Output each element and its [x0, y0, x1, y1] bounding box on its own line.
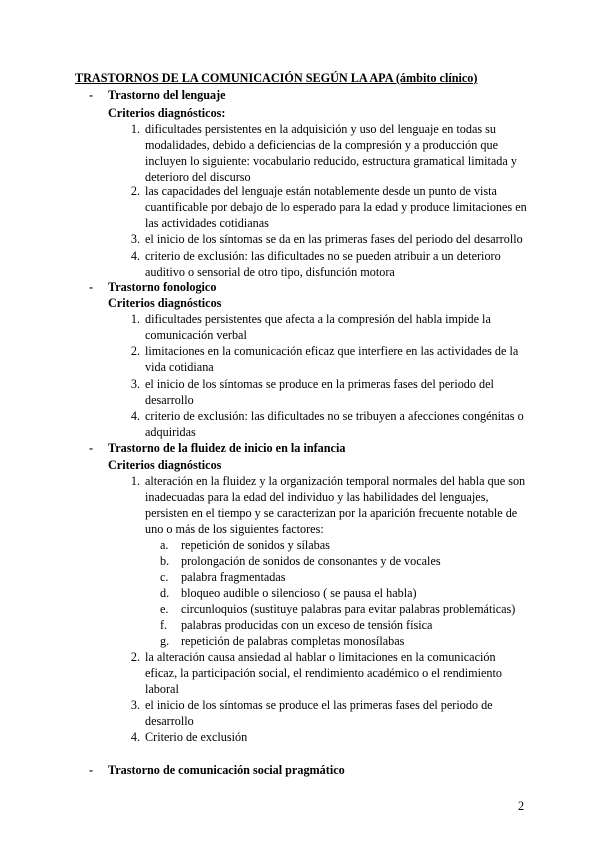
item-text: criterio de exclusión: las dificultades no se pueden atribuir a un deterioro auditivo o sensorial de otro tipo, disfunción motora [145, 249, 501, 279]
bullet-dash: - [89, 280, 94, 294]
sub-item-text: bloqueo audible o silencioso ( se pausa el habla) [181, 586, 417, 600]
sub-item-text: palabras producidas con un exceso de tensión física [181, 618, 433, 632]
section-title: Trastorno de comunicación social pragmático [108, 763, 345, 777]
sub-item-text: repetición de sonidos y sílabas [181, 538, 330, 552]
sub-item-letter: f. [160, 618, 168, 632]
item-number: 4. [130, 409, 140, 423]
item-text: dificultades persistentes en la adquisición y uso del lenguaje en todas su modalidades, debido a deficiencias de la compresión y a producción que incluyen lo siguiente: vocabulario reducido, estructura gramatical limitada y deterioro del discurso [145, 122, 517, 184]
sub-item-letter: a. [160, 538, 169, 552]
item-text: el inicio de los síntomas se produce en la primeras fases del periodo del desarrollo [145, 377, 494, 407]
bullet-dash: - [89, 763, 94, 777]
bullet-dash: - [89, 441, 94, 455]
criteria-label: Criterios diagnósticos: [108, 106, 226, 120]
item-text: el inicio de los síntomas se da en las primeras fases del periodo del desarrollo [145, 232, 523, 246]
sub-item-text: palabra fragmentadas [181, 570, 286, 584]
section-title: Trastorno fonologico [108, 280, 217, 294]
item-number: 2. [130, 184, 140, 198]
item-text: dificultades persistentes que afecta a la compresión del habla impide la comunicación verbal [145, 312, 491, 342]
item-text: el inicio de los síntomas se produce el las primeras fases del periodo de desarrollo [145, 698, 493, 728]
item-text: la alteración causa ansiedad al hablar o limitaciones en la comunicación eficaz, la participación social, el rendimiento académico o el rendimiento laboral [145, 650, 503, 696]
sub-item-letter: d. [160, 586, 170, 600]
sub-item-letter: e. [160, 602, 169, 616]
item-text: las capacidades del lenguaje están notablemente desde un punto de vista cuantificable por debajo de lo esperado para la edad y produce limitaciones en las actividades cotidianas [145, 184, 527, 230]
item-text: Criterio de exclusión [145, 730, 248, 744]
item-number: 3. [130, 232, 140, 246]
item-number: 4. [130, 249, 140, 263]
criteria-label: Criterios diagnósticos [108, 296, 222, 310]
item-number: 1. [130, 122, 140, 136]
document-title: TRASTORNOS DE LA COMUNICACIÓN SEGÚN LA APA (ámbito clínico) [75, 71, 478, 85]
item-number: 4. [130, 730, 140, 744]
sub-item-text: prolongación de sonidos de consonantes y de vocales [181, 554, 441, 568]
section-title: Trastorno del lenguaje [108, 88, 226, 102]
item-number: 3. [130, 698, 140, 712]
sub-item-letter: g. [160, 634, 170, 648]
item-text: criterio de exclusión: las dificultades no se tribuyen a afecciones congénitas o adquiridas [145, 409, 524, 439]
item-number: 2. [130, 650, 140, 664]
item-number: 1. [130, 474, 140, 488]
sub-item-text: circunloquios (sustituye palabras para evitar palabras problemáticas) [181, 602, 516, 616]
section-title: Trastorno de la fluidez de inicio en la infancia [108, 441, 346, 455]
sub-item-letter: b. [160, 554, 170, 568]
item-number: 1. [130, 312, 140, 326]
bullet-dash: - [89, 88, 94, 102]
criteria-label: Criterios diagnósticos [108, 458, 222, 472]
sub-item-text: repetición de palabras completas monosílabas [181, 634, 405, 648]
item-text: alteración en la fluidez y la organización temporal normales del habla que son inadecuadas para la edad del individuo y las habilidades del lenguajes, persisten en el tiempo y se caracterizan por la aparición frecuente notable de uno o más de los siguientes factores: [145, 474, 526, 536]
page-number: 2 [518, 799, 525, 813]
item-text: limitaciones en la comunicación eficaz que interfiere en las actividades de la vida cotidiana [145, 344, 519, 374]
item-number: 2. [130, 344, 140, 358]
item-number: 3. [130, 377, 140, 391]
sub-item-letter: c. [160, 570, 169, 584]
